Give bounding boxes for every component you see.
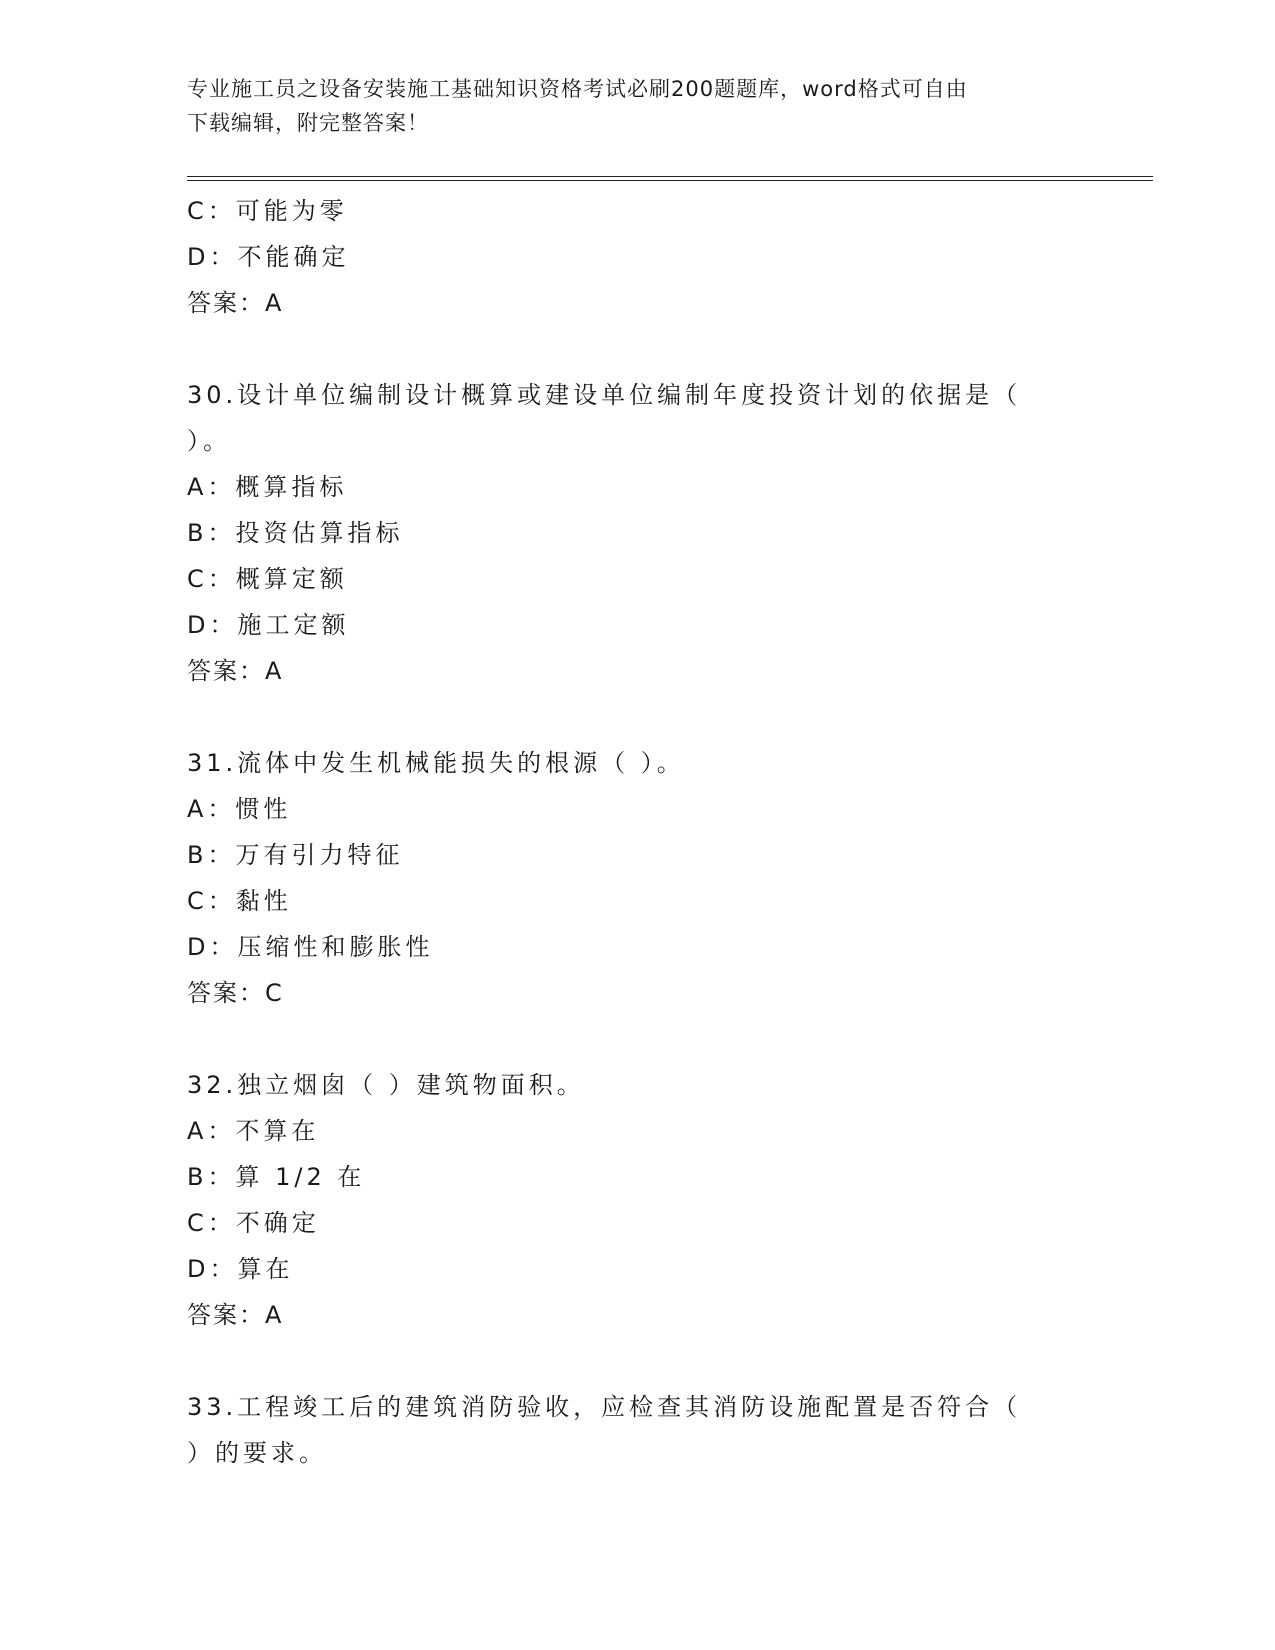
answer-label: 答案： [187,1301,265,1329]
option-d: D：施工定额 [187,611,350,639]
option-c: C：可能为零 [187,197,348,225]
answer-value: A [265,289,286,317]
option-a: A：概算指标 [187,473,348,501]
question-fragment [187,188,1067,326]
document-header [187,72,1087,140]
answer-label: 答案： [187,979,265,1007]
option-b: B：投资估算指标 [187,519,404,547]
answer-line [187,280,1067,326]
question-stem-continued: ）的要求。 [187,1439,327,1467]
question-stem-continued: ）。 [187,427,231,455]
question-33 [187,1384,1067,1476]
answer-label: 答案： [187,289,265,317]
question-31 [187,740,1067,1016]
option-a: A：不算在 [187,1117,320,1145]
option-d: D：算在 [187,1255,294,1283]
question-list [187,188,1067,1476]
option-b: B：算 1/2 在 [187,1163,366,1191]
spacer [187,694,1067,740]
question-32 [187,1062,1067,1338]
answer-value: A [265,657,286,685]
option-a: A：惯性 [187,795,292,823]
answer-line [187,1292,1067,1338]
option-b: B：万有引力特征 [187,841,404,869]
question-30 [187,372,1067,694]
question-stem: 30.设计单位编制设计概算或建设单位编制年度投资计划的依据是（ [187,381,1022,409]
header-title-line-2: 下载编辑，附完整答案！ [187,111,429,135]
spacer [187,1016,1067,1062]
option-c: C：概算定额 [187,565,348,593]
option-d: D：压缩性和膨胀性 [187,933,434,961]
spacer [187,1338,1067,1384]
header-divider [187,176,1153,181]
option-c: C：黏性 [187,887,292,915]
answer-value: A [265,1301,286,1329]
answer-line [187,970,1067,1016]
option-d: D：不能确定 [187,243,350,271]
spacer [187,326,1067,372]
option-c: C：不确定 [187,1209,320,1237]
answer-value: C [265,979,286,1007]
answer-label: 答案： [187,657,265,685]
question-stem: 33.工程竣工后的建筑消防验收，应检查其消防设施配置是否符合（ [187,1393,1022,1421]
answer-line [187,648,1067,694]
header-title-line-1: 专业施工员之设备安装施工基础知识资格考试必刷200题题库，word格式可自由 [187,77,968,101]
question-stem: 31.流体中发生机械能损失的根源（ ）。 [187,749,685,777]
question-stem: 32.独立烟囱（ ）建筑物面积。 [187,1071,585,1099]
